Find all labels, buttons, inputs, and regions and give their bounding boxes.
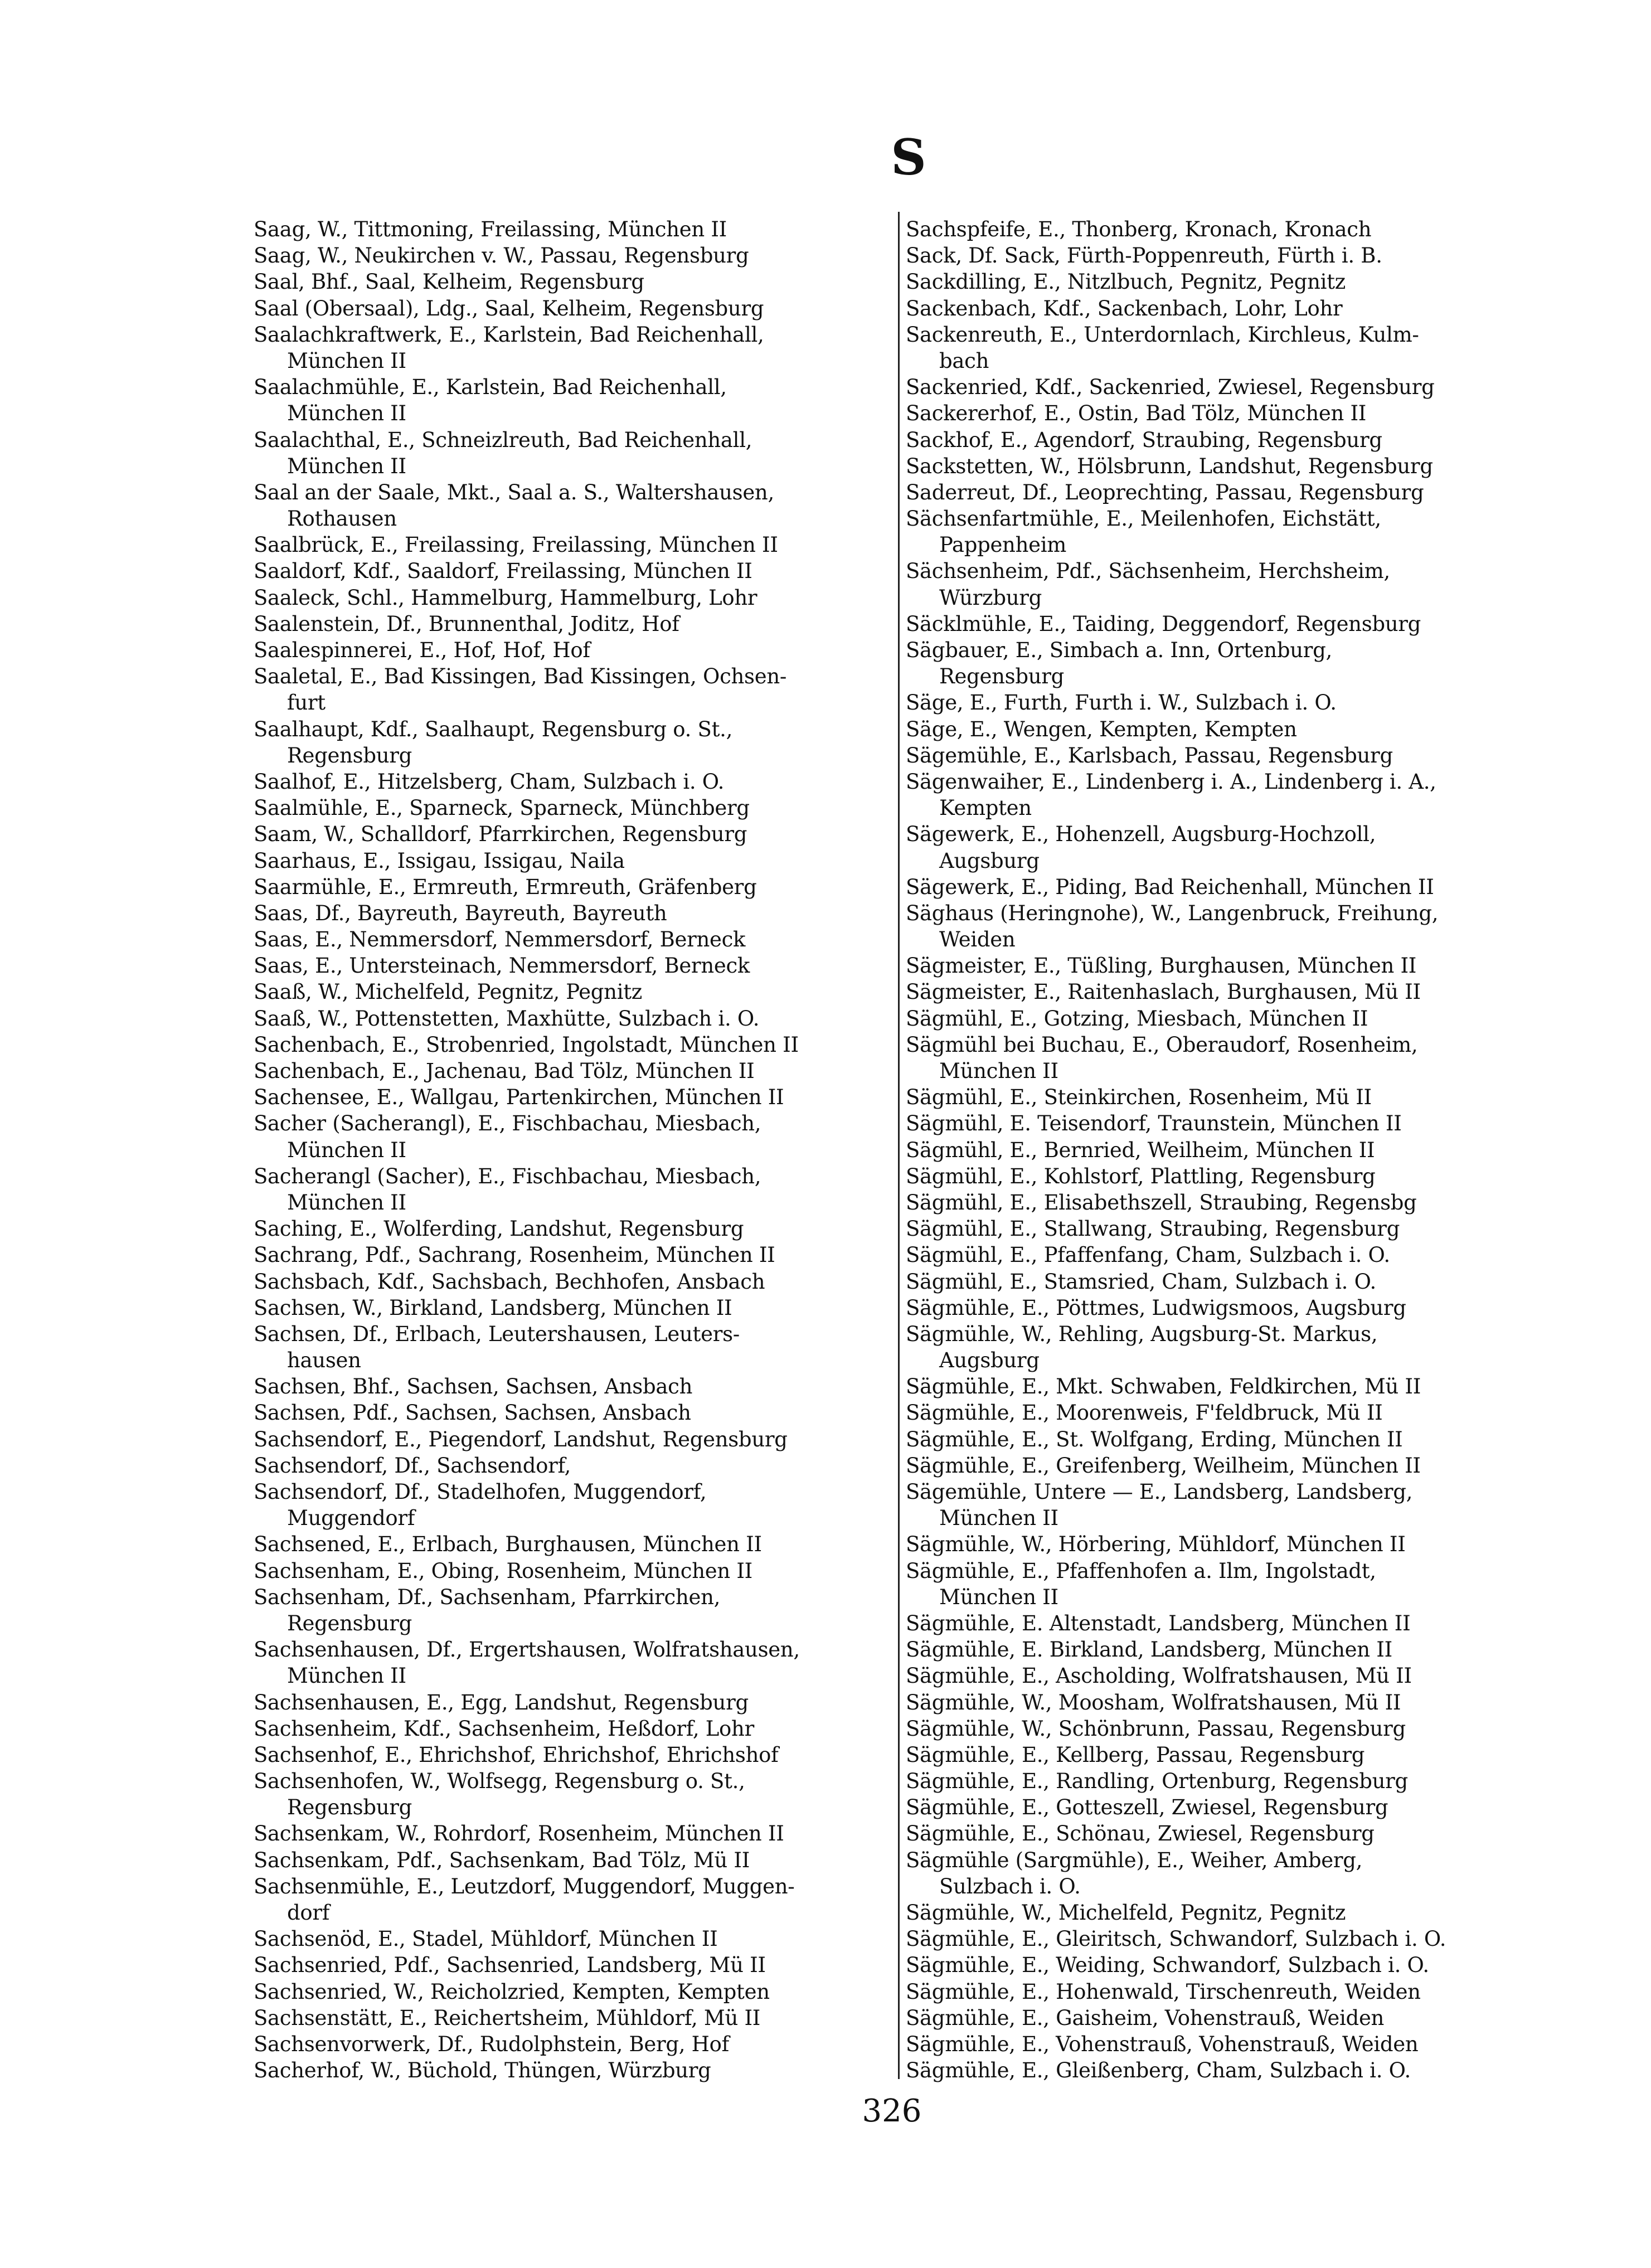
entry-continuation: Kempten: [939, 796, 1032, 820]
gazetteer-entry: [906, 1926, 1547, 1952]
entry-continuation: München II: [939, 1059, 1058, 1083]
entry-text: Sachsenvorwerk, Df., Rudolphstein, Berg, Hof: [254, 2032, 730, 2056]
gazetteer-entry: [254, 1110, 895, 1163]
gazetteer-entry: [906, 2057, 1547, 2084]
entry-text: Sägmühl, E., Stallwang, Straubing, Regensburg: [906, 1217, 1400, 1241]
entry-text: Sägmühle, E., Randling, Ortenburg, Regensburg: [906, 1769, 1408, 1794]
gazetteer-entry: [254, 2005, 895, 2031]
gazetteer-entry: [906, 427, 1547, 453]
gazetteer-entry: [906, 374, 1547, 400]
gazetteer-entry: [906, 2031, 1547, 2057]
entry-text: Saarhaus, E., Issigau, Issigau, Naila: [254, 848, 625, 873]
gazetteer-entry: [254, 1321, 895, 1373]
entry-text: Saal, Bhf., Saal, Kelheim, Regensburg: [254, 270, 644, 294]
entry-text: Sägmeister, E., Raitenhaslach, Burghausen, Mü II: [906, 980, 1421, 1004]
gazetteer-entry: [254, 716, 895, 769]
entry-text: Sägmühle, E., Weiding, Schwandorf, Sulzbach i. O.: [906, 1953, 1429, 1978]
entry-text: Sachspfeife, E., Thonberg, Kronach, Kronach: [906, 217, 1372, 241]
entry-text: Sachsenhof, E., Ehrichshof, Ehrichshof, Ehrichshof: [254, 1742, 779, 1767]
gazetteer-entry: [254, 1768, 895, 1820]
gazetteer-entry: [254, 1531, 895, 1557]
gazetteer-entry: [254, 611, 895, 637]
entry-continuation: Pappenheim: [939, 533, 1067, 557]
entry-text: Sägmühle, E., Gaisheim, Vohenstrauß, Weiden: [906, 2005, 1385, 2030]
gazetteer-entry: [254, 900, 895, 926]
gazetteer-entry: [906, 1032, 1547, 1084]
entry-text: Sägmühle, E., Greifenberg, Weilheim, München II: [906, 1453, 1421, 1478]
entry-text: Sachsen, W., Birkland, Landsberg, München II: [254, 1295, 732, 1320]
entry-text: Sägmühle (Sargmühle), E., Weiher, Amberg,: [906, 1848, 1363, 1872]
entry-text: Saarmühle, E., Ermreuth, Ermreuth, Gräfenberg: [254, 875, 757, 899]
entry-text: Sägewerk, E., Hohenzell, Augsburg-Hochzoll,: [906, 822, 1376, 847]
entry-text: Saalhaupt, Kdf., Saalhaupt, Regensburg o. St.,: [254, 717, 733, 741]
entry-text: Sachsendorf, Df., Stadelhofen, Muggendorf,: [254, 1480, 707, 1504]
gazetteer-entry: [906, 1979, 1547, 2005]
entry-text: Sachsened, E., Erlbach, Burghausen, München II: [254, 1532, 762, 1557]
entry-text: Sackenbach, Kdf., Sackenbach, Lohr, Lohr: [906, 296, 1343, 320]
entry-text: Saal an der Saale, Mkt., Saal a. S., Waltershausen,: [254, 480, 774, 504]
gazetteer-entry: [254, 1820, 895, 1847]
gazetteer-entry: [906, 1189, 1547, 1216]
gazetteer-entry: [906, 874, 1547, 900]
gazetteer-entry: [906, 216, 1547, 242]
entry-text: Säghaus (Heringnohe), W., Langenbruck, Freihung,: [906, 901, 1439, 925]
gazetteer-entry: [254, 1426, 895, 1453]
gazetteer-entry: [906, 1216, 1547, 1242]
entry-continuation: München II: [287, 1190, 406, 1215]
entry-text: Sägmühle, E., Kellberg, Passau, Regensburg: [906, 1742, 1365, 1767]
gazetteer-entry: [906, 1084, 1547, 1110]
gazetteer-entry: [254, 2057, 895, 2084]
gazetteer-entry: [254, 1400, 895, 1426]
entry-text: Sachsenhausen, Df., Ergertshausen, Wolfratshausen,: [254, 1638, 800, 1662]
entry-text: Sachsenöd, E., Stadel, Mühldorf, München II: [254, 1927, 718, 1951]
gazetteer-entry: [254, 1084, 895, 1110]
entry-text: Saalachkraftwerk, E., Karlstein, Bad Reichenhall,: [254, 322, 764, 347]
gazetteer-entry: [906, 1820, 1547, 1847]
gazetteer-entry: [254, 295, 895, 322]
entry-text: Sägmühle, E., Mkt. Schwaben, Feldkirchen, Mü II: [906, 1375, 1421, 1399]
entry-text: Saderreut, Df., Leoprechting, Passau, Regensburg: [906, 480, 1424, 504]
entry-text: Sachsenheim, Kdf., Sachsenheim, Heßdorf, Lohr: [254, 1716, 754, 1741]
entry-text: Sachsenkam, Pdf., Sachsenkam, Bad Tölz, Mü II: [254, 1848, 750, 1872]
gazetteer-entry: [906, 1163, 1547, 1189]
entry-text: Sackenried, Kdf., Sackenried, Zwiesel, Regensburg: [906, 375, 1435, 400]
entry-text: Sägewerk, E., Piding, Bad Reichenhall, München II: [906, 875, 1434, 899]
entry-text: Sägenwaiher, E., Lindenberg i. A., Lindenberg i. A.,: [906, 769, 1436, 794]
gazetteer-entry: [254, 1952, 895, 1978]
entry-continuation: München II: [287, 1664, 406, 1688]
entry-continuation: München II: [287, 1138, 406, 1162]
gazetteer-entry: [906, 821, 1547, 873]
gazetteer-entry: [906, 558, 1547, 610]
entry-text: Saalespinnerei, E., Hof, Hof, Hof: [254, 638, 590, 662]
gazetteer-entry: [906, 2005, 1547, 2031]
gazetteer-entry: [254, 216, 895, 242]
gazetteer-entry: [906, 269, 1547, 295]
gazetteer-entry: [906, 953, 1547, 979]
entry-text: Sägmühl, E. Teisendorf, Traunstein, München II: [906, 1111, 1402, 1136]
entry-text: Sächsenfartmühle, E., Meilenhofen, Eichstätt,: [906, 507, 1381, 531]
entry-text: Saas, E., Untersteinach, Nemmersdorf, Berneck: [254, 954, 750, 978]
gazetteer-entry: [254, 1295, 895, 1321]
gazetteer-entry: [906, 1794, 1547, 1820]
gazetteer-entry: [254, 1163, 895, 1216]
entry-continuation: Regensburg: [287, 1795, 412, 1820]
entry-text: Sacherangl (Sacher), E., Fischbachau, Miesbach,: [254, 1164, 761, 1188]
entry-text: Saag, W., Tittmoning, Freilassing, München II: [254, 217, 727, 241]
gazetteer-entry: [906, 611, 1547, 637]
entry-text: Sachsen, Bhf., Sachsen, Sachsen, Ansbach: [254, 1375, 693, 1399]
gazetteer-entry: [906, 1531, 1547, 1557]
gazetteer-entry: [906, 1426, 1547, 1453]
entry-text: Sägmühle, E., St. Wolfgang, Erding, München II: [906, 1427, 1403, 1451]
gazetteer-entry: [254, 1926, 895, 1952]
entry-text: Saal (Obersaal), Ldg., Saal, Kelheim, Regensburg: [254, 296, 764, 320]
gazetteer-entry: [906, 295, 1547, 322]
entry-text: Sachsenham, Df., Sachsenham, Pfarrkirchen,: [254, 1585, 721, 1609]
gazetteer-entry: [906, 1479, 1547, 1531]
gazetteer-entry: [254, 585, 895, 611]
entry-text: Sägmühle, E., Vohenstrauß, Vohenstrauß, Weiden: [906, 2032, 1419, 2056]
entry-text: Saaldorf, Kdf., Saaldorf, Freilassing, München II: [254, 559, 752, 584]
entry-text: Säcklmühle, E., Taiding, Deggendorf, Regensburg: [906, 611, 1421, 636]
gazetteer-entry: [254, 1636, 895, 1689]
entry-text: Sägmühl, E., Steinkirchen, Rosenheim, Mü II: [906, 1085, 1372, 1110]
gazetteer-entry: [254, 1032, 895, 1058]
gazetteer-entry: [254, 1216, 895, 1242]
gazetteer-entry: [254, 1006, 895, 1032]
entry-text: Sackstetten, W., Hölsbrunn, Landshut, Regensburg: [906, 454, 1433, 478]
entry-continuation: Muggendorf: [287, 1506, 415, 1531]
entry-text: Sägmühl, E., Bernried, Weilheim, München II: [906, 1138, 1375, 1162]
entry-continuation: bach: [939, 348, 989, 373]
entry-text: Sägmühle, W., Rehling, Augsburg-St. Markus,: [906, 1322, 1378, 1346]
gazetteer-entry: [906, 716, 1547, 742]
gazetteer-entry: [254, 374, 895, 426]
gazetteer-entry: [254, 979, 895, 1005]
entry-text: Sägmühle, E., Gotteszell, Zwiesel, Regensburg: [906, 1795, 1388, 1820]
entry-text: Sägmühle, E., Hohenwald, Tirschenreuth, Weiden: [906, 1979, 1421, 2004]
entry-continuation: Regensburg: [939, 664, 1065, 689]
gazetteer-entry: [906, 742, 1547, 769]
entry-text: Sägmühle, E., Pöttmes, Ludwigsmoos, Augsburg: [906, 1295, 1406, 1320]
gazetteer-entry: [906, 1110, 1547, 1137]
page-number: 326: [862, 2093, 922, 2129]
gazetteer-entry: [254, 1584, 895, 1636]
gazetteer-entry: [254, 1979, 895, 2005]
entry-text: Sägemühle, E., Karlsbach, Passau, Regensburg: [906, 743, 1393, 768]
right-column: [906, 216, 1547, 2084]
gazetteer-entry: [254, 1242, 895, 1268]
entry-text: Saaletal, E., Bad Kissingen, Bad Kissingen, Ochsen-: [254, 664, 787, 689]
entry-text: Saalachthal, E., Schneizlreuth, Bad Reichenhall,: [254, 428, 752, 452]
gazetteer-entry: [906, 1900, 1547, 1926]
entry-text: Saaleck, Schl., Hammelburg, Hammelburg, Lohr: [254, 585, 757, 610]
entry-text: Sägmühle, E., Moorenweis, F'feldbruck, Mü II: [906, 1401, 1383, 1425]
gazetteer-entry: [906, 242, 1547, 269]
entry-continuation: München II: [939, 1506, 1058, 1531]
entry-text: Sachenbach, E., Strobenried, Ingolstadt, München II: [254, 1032, 799, 1057]
gazetteer-entry: [906, 1453, 1547, 1479]
entry-continuation: Regensburg: [287, 743, 412, 768]
gazetteer-entry: [254, 1742, 895, 1768]
entry-text: Sägmühle, E. Altenstadt, Landsberg, München II: [906, 1611, 1411, 1635]
entry-text: Saching, E., Wolferding, Landshut, Regensburg: [254, 1217, 744, 1241]
entry-text: Saaß, W., Pottenstetten, Maxhütte, Sulzbach i. O.: [254, 1006, 760, 1031]
entry-text: Sägemühle, Untere — E., Landsberg, Landsberg,: [906, 1480, 1413, 1504]
gazetteer-entry: [906, 1558, 1547, 1610]
entry-text: Sägmühle, E. Birkland, Landsberg, München II: [906, 1638, 1392, 1662]
entry-text: Sachsenmühle, E., Leutzdorf, Muggendorf, Muggen-: [254, 1874, 795, 1898]
entry-text: Sachsenhausen, E., Egg, Landshut, Regensburg: [254, 1690, 749, 1715]
entry-text: Sackdilling, E., Nitzlbuch, Pegnitz, Pegnitz: [906, 270, 1346, 294]
gazetteer-entry: [906, 1295, 1547, 1321]
entry-continuation: München II: [939, 1585, 1058, 1609]
gazetteer-entry: [906, 322, 1547, 374]
gazetteer-entry: [254, 795, 895, 821]
entry-text: Sägmühle, E., Gleißenberg, Cham, Sulzbach i. O.: [906, 2058, 1411, 2083]
entry-text: Sachsendorf, Df., Sachsendorf,: [254, 1453, 571, 1478]
gazetteer-entry: [254, 532, 895, 558]
gazetteer-entry: [254, 926, 895, 953]
gazetteer-entry: [906, 1768, 1547, 1794]
entry-text: Sägmühl, E., Elisabethszell, Straubing, Regensbg: [906, 1190, 1417, 1215]
entry-text: Sägmühle, W., Moosham, Wolfratshausen, Mü II: [906, 1690, 1401, 1715]
entry-text: Sacher (Sacherangl), E., Fischbachau, Miesbach,: [254, 1111, 761, 1136]
entry-text: Saam, W., Schalldorf, Pfarrkirchen, Regensburg: [254, 822, 747, 847]
entry-text: Sägmühle, E., Pfaffenhofen a. Ilm, Ingolstadt,: [906, 1558, 1376, 1583]
entry-text: Sachsenstätt, E., Reichertsheim, Mühldorf, Mü II: [254, 2005, 761, 2030]
entry-text: Sägmühl, E., Pfaffenfang, Cham, Sulzbach i. O.: [906, 1243, 1390, 1267]
entry-text: Saag, W., Neukirchen v. W., Passau, Regensburg: [254, 244, 749, 268]
gazetteer-entry: [906, 1006, 1547, 1032]
entry-text: Sägmühle, W., Michelfeld, Pegnitz, Pegnitz: [906, 1901, 1346, 1925]
entry-text: Sachenbach, E., Jachenau, Bad Tölz, München II: [254, 1059, 755, 1083]
gazetteer-entry: [906, 769, 1547, 821]
gazetteer-entry: [254, 242, 895, 269]
gazetteer-entry: [254, 1689, 895, 1716]
entry-text: Saalmühle, E., Sparneck, Sparneck, Münchberg: [254, 796, 750, 820]
left-column: [254, 216, 895, 2084]
entry-text: Sägmühl, E., Kohlstorf, Plattling, Regensburg: [906, 1164, 1376, 1188]
entry-text: Saas, Df., Bayreuth, Bayreuth, Bayreuth: [254, 901, 667, 925]
entry-text: Sachsenried, W., Reicholzried, Kempten, Kempten: [254, 1979, 770, 2004]
gazetteer-entry: [906, 1689, 1547, 1716]
entry-text: Saaß, W., Michelfeld, Pegnitz, Pegnitz: [254, 980, 642, 1004]
entry-continuation: München II: [287, 348, 406, 373]
gazetteer-entry: [906, 1716, 1547, 1742]
gazetteer-entry: [906, 1321, 1547, 1373]
gazetteer-entry: [254, 1873, 895, 1926]
gazetteer-entry: [254, 2031, 895, 2057]
gazetteer-entry: [906, 1742, 1547, 1768]
gazetteer-entry: [906, 979, 1547, 1005]
entry-text: Sägmühle, W., Hörbering, Mühldorf, München II: [906, 1532, 1406, 1557]
entry-continuation: Regensburg: [287, 1611, 412, 1635]
entry-text: Sachsen, Pdf., Sachsen, Sachsen, Ansbach: [254, 1401, 691, 1425]
entry-text: Saas, E., Nemmersdorf, Nemmersdorf, Berneck: [254, 927, 746, 952]
gazetteer-entry: [906, 1269, 1547, 1295]
gazetteer-entry: [254, 848, 895, 874]
entry-text: Sachsbach, Kdf., Sachsbach, Bechhofen, Ansbach: [254, 1269, 765, 1294]
gazetteer-entry: [906, 1400, 1547, 1426]
entry-continuation: hausen: [287, 1348, 361, 1373]
entry-text: Sackhof, E., Agendorf, Straubing, Regensburg: [906, 428, 1382, 452]
gazetteer-entry: [906, 1373, 1547, 1400]
gazetteer-entry: [906, 400, 1547, 426]
entry-text: Sachsenkam, W., Rohrdorf, Rosenheim, München II: [254, 1822, 784, 1846]
gazetteer-entry: [254, 1847, 895, 1873]
gazetteer-entry: [254, 1479, 895, 1531]
entry-text: Sachensee, E., Wallgau, Partenkirchen, München II: [254, 1085, 784, 1110]
entry-continuation: furt: [287, 691, 326, 715]
gazetteer-entry: [906, 1137, 1547, 1163]
gazetteer-entry: [254, 1453, 895, 1479]
gazetteer-entry: [906, 1952, 1547, 1978]
gazetteer-entry: [906, 453, 1547, 479]
gazetteer-entry: [254, 769, 895, 795]
entry-text: Sackenreuth, E., Unterdornlach, Kirchleus, Kulm-: [906, 322, 1419, 347]
entry-continuation: Rothausen: [287, 507, 397, 531]
gazetteer-entry: [906, 1242, 1547, 1268]
gazetteer-entry: [254, 1716, 895, 1742]
gazetteer-entry: [254, 663, 895, 716]
entry-text: Sägmühl bei Buchau, E., Oberaudorf, Rosenheim,: [906, 1032, 1418, 1057]
gazetteer-entry: [906, 479, 1547, 506]
entry-text: Sachsenried, Pdf., Sachsenried, Landsberg, Mü II: [254, 1953, 766, 1978]
gazetteer-entry: [906, 506, 1547, 558]
gazetteer-entry: [254, 1373, 895, 1400]
entry-text: Sägmühle, E., Gleiritsch, Schwandorf, Sulzbach i. O.: [906, 1927, 1446, 1951]
entry-text: Sachsen, Df., Erlbach, Leutershausen, Leuters-: [254, 1322, 740, 1346]
column-divider: [898, 212, 900, 2079]
entry-text: Sackererhof, E., Ostin, Bad Tölz, München II: [906, 401, 1367, 426]
gazetteer-entry: [254, 953, 895, 979]
gazetteer-entry: [906, 1610, 1547, 1636]
gazetteer-entry: [906, 1847, 1547, 1900]
entry-text: Sägmühl, E., Stamsried, Cham, Sulzbach i. O.: [906, 1269, 1376, 1294]
entry-text: Säge, E., Furth, Furth i. W., Sulzbach i. O.: [906, 691, 1337, 715]
gazetteer-entry: [254, 1269, 895, 1295]
entry-continuation: Würzburg: [939, 585, 1042, 610]
entry-text: Sächsenheim, Pdf., Sächsenheim, Herchsheim,: [906, 559, 1390, 584]
entry-text: Saalbrück, E., Freilassing, Freilassing, München II: [254, 533, 778, 557]
gazetteer-entry: [906, 900, 1547, 953]
gazetteer-entry: [254, 479, 895, 532]
entry-continuation: Augsburg: [939, 848, 1040, 873]
entry-text: Sachrang, Pdf., Sachrang, Rosenheim, München II: [254, 1243, 775, 1267]
gazetteer-entry: [254, 427, 895, 479]
gazetteer-entry: [906, 1663, 1547, 1689]
gazetteer-entry: [254, 558, 895, 584]
gazetteer-entry: [254, 1058, 895, 1084]
entry-continuation: Weiden: [939, 927, 1016, 952]
entry-text: Sägmühle, E., Ascholding, Wolfratshausen, Mü II: [906, 1664, 1412, 1688]
entry-text: Sachsendorf, E., Piegendorf, Landshut, Regensburg: [254, 1427, 788, 1451]
section-letter-heading: S: [891, 128, 926, 186]
entry-text: Saalenstein, Df., Brunnenthal, Joditz, Hof: [254, 611, 679, 636]
entry-text: Sägmühle, E., Schönau, Zwiesel, Regensburg: [906, 1822, 1375, 1846]
entry-text: Sägbauer, E., Simbach a. Inn, Ortenburg,: [906, 638, 1332, 662]
entry-continuation: dorf: [287, 1901, 330, 1925]
gazetteer-entry: [254, 1558, 895, 1584]
entry-text: Sägmeister, E., Tüßling, Burghausen, München II: [906, 954, 1417, 978]
gazetteer-entry: [254, 821, 895, 847]
entry-text: Saalachmühle, E., Karlstein, Bad Reichenhall,: [254, 375, 727, 400]
entry-text: Sägmühle, W., Schönbrunn, Passau, Regensburg: [906, 1716, 1406, 1741]
entry-text: Saalhof, E., Hitzelsberg, Cham, Sulzbach i. O.: [254, 769, 725, 794]
entry-continuation: München II: [287, 454, 406, 478]
gazetteer-entry: [906, 1636, 1547, 1663]
entry-text: Sachsenhofen, W., Wolfsegg, Regensburg o. St.,: [254, 1769, 745, 1794]
gazetteer-entry: [254, 874, 895, 900]
entry-continuation: München II: [287, 401, 406, 426]
entry-continuation: Sulzbach i. O.: [939, 1874, 1081, 1898]
gazetteer-entry: [906, 637, 1547, 689]
gazetteer-entry: [906, 689, 1547, 716]
gazetteer-entry: [254, 637, 895, 663]
entry-text: Sack, Df. Sack, Fürth-Poppenreuth, Fürth i. B.: [906, 244, 1382, 268]
entry-text: Sacherhof, W., Büchold, Thüngen, Würzburg: [254, 2058, 711, 2083]
entry-text: Sachsenham, E., Obing, Rosenheim, München II: [254, 1558, 752, 1583]
entry-text: Säge, E., Wengen, Kempten, Kempten: [906, 717, 1297, 741]
gazetteer-entry: [254, 322, 895, 374]
gazetteer-entry: [254, 269, 895, 295]
entry-continuation: Augsburg: [939, 1348, 1040, 1373]
entry-text: Sägmühl, E., Gotzing, Miesbach, München II: [906, 1006, 1368, 1031]
